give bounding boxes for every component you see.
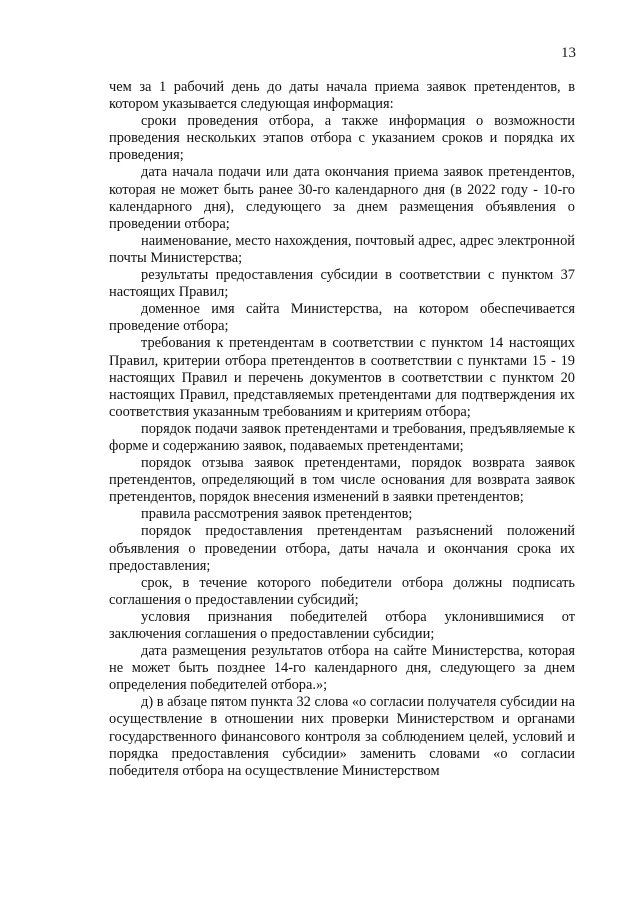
paragraph-domain-name: доменное имя сайта Министерства, на котором обеспечивается проведение отбора; [109, 301, 575, 335]
paragraph-review-rules: правила рассмотрения заявок претендентов; [141, 506, 413, 523]
page-number: 13 [561, 45, 576, 61]
paragraph-amendment-d: д) в абзаце пятом пункта 32 слова «о согласии получателя субсидии на осуществление в отношении них проверки Министерством и органами государственного финансового контроля за соблюдением целей, условий и порядка предоставления субсидии» заменить словами «о согласии победителя отбора на осуществление Министерством [109, 694, 575, 779]
paragraph-results-publication: дата размещения результатов отбора на сайте Министерства, которая не может быть позднее 14-го календарного дня, следующего за днем определения победителей отбора.»; [109, 643, 575, 694]
paragraph-ministry-contacts: наименование, место нахождения, почтовый адрес, адрес электронной почты Министерства; [109, 232, 575, 266]
paragraph-withdrawal-procedure: порядок отзыва заявок претендентами, порядок возврата заявок претендентов, определяющий в том числе основания для возврата заявок претендентов, порядок внесения изменений в заявки претендентов; [109, 455, 575, 506]
paragraph-submission-procedure: порядок подачи заявок претендентами и требования, предъявляемые к форме и содержанию заявок, подаваемых претендентами; [109, 420, 575, 454]
paragraph-evasion-conditions: условия признания победителей отбора уклонившимися от заключения соглашения о предоставлении субсидии; [109, 608, 575, 642]
paragraph-signing-deadline: срок, в течение которого победители отбора должны подписать соглашения о предоставлении субсидий; [109, 574, 575, 608]
paragraph-selection-terms: сроки проведения отбора, а также информация о возможности проведения нескольких этапов отбора с указанием сроков и порядка их проведения; [109, 113, 575, 164]
paragraph-applicant-requirements: требования к претендентам в соответствии с пунктом 14 настоящих Правил, критерии отбора претендентов в соответствии с пунктами 15 - 19 настоящих Правил и перечень документов в соответствии с пунктом 20 настоящих Правил, представляемых претендентами для подтверждения их соответствия указанным требованиям и критериям отбора; [109, 335, 575, 420]
paragraph-intro-continuation: чем за 1 рабочий день до даты начала приема заявок претендентов, в котором указывается следующая информация: [109, 79, 575, 113]
document-body [109, 79, 575, 780]
paragraph-clarifications: порядок предоставления претендентам разъяснений положений объявления о проведении отбора, даты начала и окончания срока их предоставления; [109, 523, 575, 574]
paragraph-application-dates: дата начала подачи или дата окончания приема заявок претендентов, которая не может быть ранее 30-го календарного дня (в 2022 году - 10-го календарного дня), следующего за днем размещения объявления о проведении отбора; [109, 164, 575, 232]
paragraph-subsidy-results: результаты предоставления субсидии в соответствии с пунктом 37 настоящих Правил; [109, 267, 575, 301]
